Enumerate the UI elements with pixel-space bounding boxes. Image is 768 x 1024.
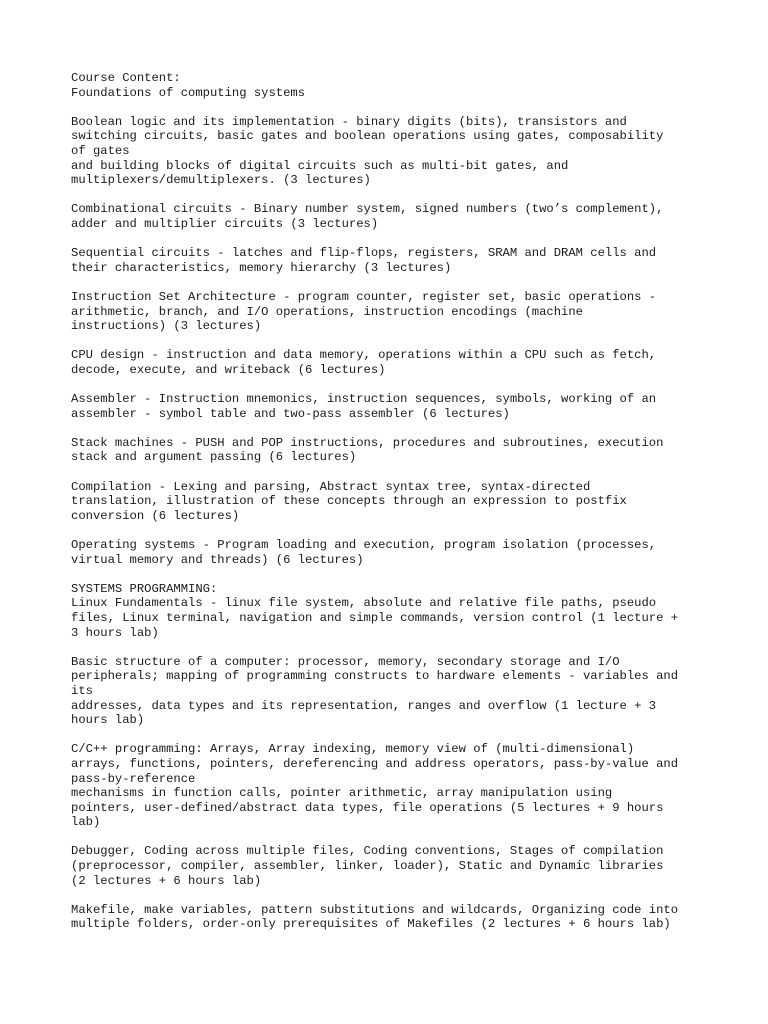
text-line: Instruction Set Architecture - program counter, register set, basic operations - [71,289,657,304]
text-line: Sequential circuits - latches and flip-flops, registers, SRAM and DRAM cells and [71,246,657,261]
paragraph [71,348,711,377]
document-page [71,71,711,947]
text-line: Operating systems - Program loading and execution, program isolation (processes, [71,538,657,552]
paragraph [71,115,711,188]
text-line: Boolean logic and its implementation - binary digits (bits), transistors and [71,114,627,129]
text-line: stack and argument passing (6 lectures) [71,450,357,465]
paragraph [71,202,711,231]
text-line: Foundations of computing systems [71,85,306,100]
text-line: mechanisms in function calls, pointer arithmetic, array manipulation using [71,786,613,801]
text-line: Stack machines - PUSH and POP instructions, procedures and subroutines, execution [71,435,664,450]
text-line: SYSTEMS PROGRAMMING: [71,581,218,596]
text-line: conversion (6 lectures) [71,508,240,523]
paragraph [71,392,711,421]
text-line: C/C++ programming: Arrays, Array indexing, memory view of (multi-dimensional) [71,742,635,757]
paragraph [71,655,711,728]
text-line: decode, execute, and writeback (6 lectures) [71,362,386,377]
text-line: its [71,683,93,698]
text-line: multiplexers/demultiplexers. (3 lectures) [71,173,371,188]
text-line: Basic structure of a computer: processor, memory, secondary storage and I/O [71,654,620,669]
paragraph [71,480,711,524]
text-line: (preprocessor, compiler, assembler, linker, loader), Static and Dynamic libraries [71,859,664,874]
paragraph [71,742,711,830]
text-line: Compilation - Lexing and parsing, Abstract syntax tree, syntax-directed [71,479,591,494]
text-line: CPU design - instruction and data memory, operations within a CPU such as fetch, [71,348,657,363]
paragraph [71,436,711,465]
paragraph [71,290,711,334]
text-line: addresses, data types and its representation, ranges and overflow (1 lecture + 3 [71,698,657,713]
text-line: peripherals; mapping of programming constructs to hardware elements - variables and [71,669,679,684]
text-line: their characteristics, memory hierarchy (3 lectures) [71,260,452,275]
text-line: instructions) (3 lectures) [71,319,262,334]
text-line: hours lab) [71,713,145,728]
text-line: pass-by-reference [71,771,196,786]
text-line: and building blocks of digital circuits such as multi-bit gates, and [71,158,569,173]
text-line: translation, illustration of these concepts through an expression to postfix [71,494,627,509]
text-line: switching circuits, basic gates and boolean operations using gates, composability [71,129,664,144]
text-line: arithmetic, branch, and I/O operations, instruction encodings (machine [71,304,583,319]
paragraph [71,246,711,275]
text-line: pointers, user-defined/abstract data types, file operations (5 lectures + 9 hours [71,800,664,815]
text-line: adder and multiplier circuits (3 lectures) [71,216,379,231]
text-line: Combinational circuits - Binary number system, signed numbers (two’s complement), [71,202,664,217]
text-line: Makefile, make variables, pattern substitutions and wildcards, Organizing code into [71,902,679,917]
text-line: Debugger, Coding across multiple files, Coding conventions, Stages of compilation [71,844,664,859]
text-line: virtual memory and threads) (6 lectures) [71,552,364,567]
paragraph [71,844,711,888]
text-line: Assembler - Instruction mnemonics, instruction sequences, symbols, working of an [71,392,657,407]
text-line: assembler - symbol table and two-pass assembler (6 lectures) [71,406,510,421]
text-line: Course Content: [71,71,181,85]
text-line: 3 hours lab) [71,625,159,640]
text-line: files, Linux terminal, navigation and simple commands, version control (1 lecture + [71,610,679,625]
text-line: arrays, functions, pointers, dereferencing and address operators, pass-by-value and [71,756,679,771]
paragraph [71,538,711,567]
paragraph [71,71,711,100]
text-line: lab) [71,815,101,830]
text-line: Linux Fundamentals - linux file system, absolute and relative file paths, pseudo [71,596,657,611]
paragraph [71,582,711,640]
text-line: (2 lectures + 6 hours lab) [71,873,262,888]
paragraph [71,903,711,932]
text-line: multiple folders, order-only prerequisites of Makefiles (2 lectures + 6 hours lab) [71,917,671,932]
text-line: of gates [71,143,130,158]
